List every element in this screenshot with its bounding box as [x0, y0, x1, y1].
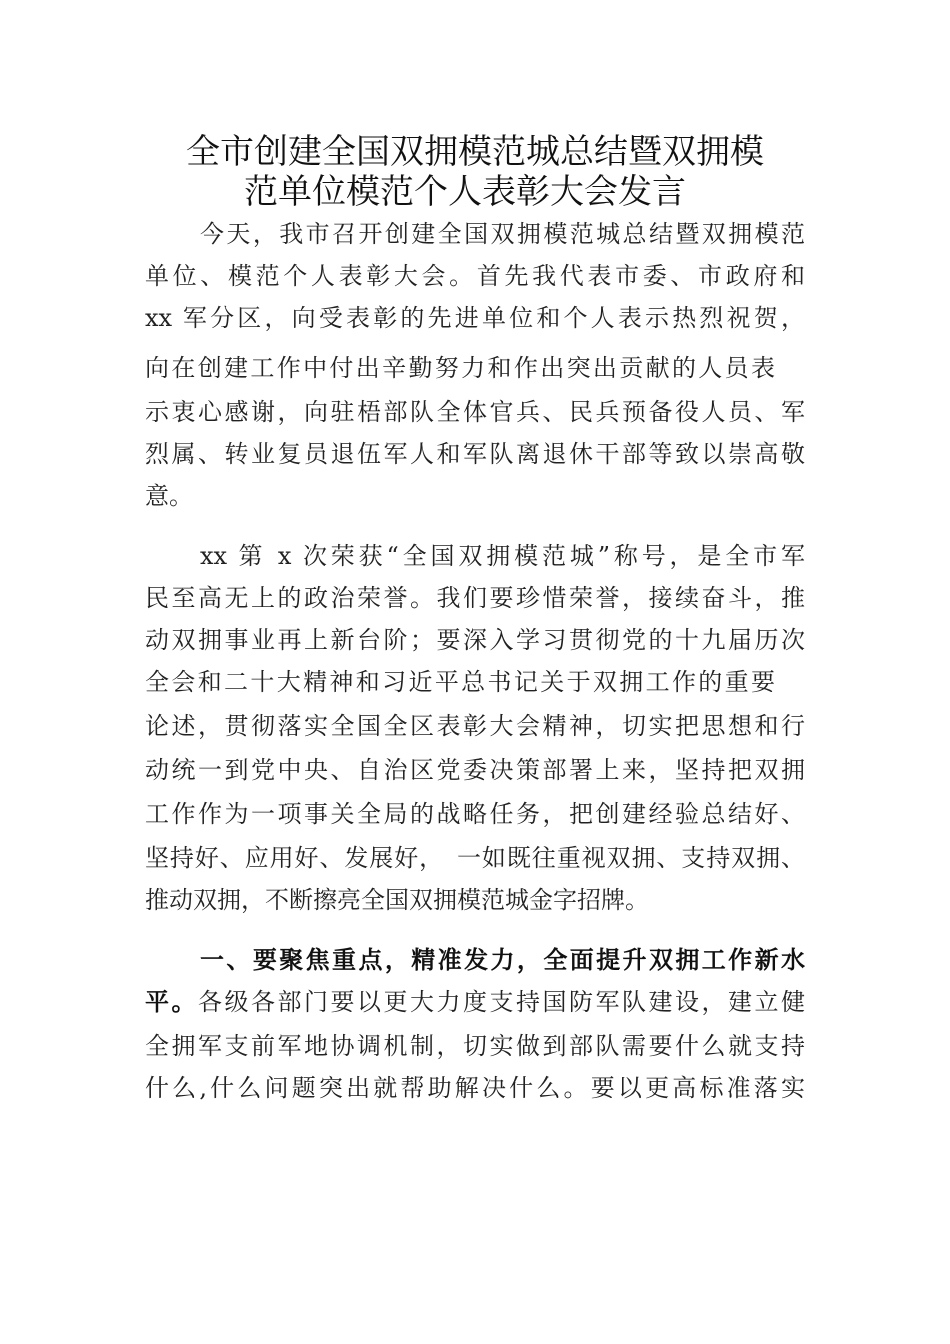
paragraph-1-line-2: 单位、模范个人表彰大会。首先我代表市委、市政府和 — [145, 262, 805, 290]
paragraph-1-line-3: xx 军分区，向受表彰的先进单位和个人表示热烈祝贺， — [145, 304, 805, 332]
paragraph-3-line-2 — [145, 986, 805, 1018]
document-title-line-2: 范单位模范个人表彰大会发言 — [244, 172, 686, 212]
paragraph-2-line-1: xx 第 x 次荣获“全国双拥模范城”称号，是全市军 — [200, 542, 805, 570]
paragraph-1-line-1: 今天，我市召开创建全国双拥模范城总结暨双拥模范 — [200, 220, 805, 248]
paragraph-2-line-6: 动统一到党中央、自治区党委决策部署上来，坚持把双拥 — [145, 756, 805, 784]
paragraph-2-line-2: 民至高无上的政治荣誉。我们要珍惜荣誉，接续奋斗，推 — [145, 584, 805, 612]
paragraph-1-line-4: 向在创建工作中付出辛勤努力和作出突出贡献的人员表 — [145, 354, 775, 382]
section-heading-1-end: 平。 — [145, 987, 198, 1016]
paragraph-2-line-7: 工作作为一项事关全局的战略任务，把创建经验总结好、 — [145, 800, 805, 828]
document-title-line-1: 全市创建全国双拥模范城总结暨双拥模 — [186, 132, 764, 172]
paragraph-3-line-3: 全拥军支前军地协调机制，切实做到部队需要什么就支持 — [145, 1032, 805, 1060]
paragraph-3-line-2-text: 各级各部门要以更大力度支持国防军队建设，建立健 — [198, 988, 805, 1016]
section-heading-1: 一、要聚焦重点，精准发力，全面提升双拥工作新水 — [200, 945, 805, 974]
paragraph-2-line-3: 动双拥事业再上新台阶；要深入学习贯彻党的十九届历次 — [145, 626, 805, 654]
paragraph-2-line-4: 全会和二十大精神和习近平总书记关于双拥工作的重要 — [145, 668, 775, 696]
paragraph-2-line-8: 坚持好、应用好、发展好， 一如既往重视双拥、支持双拥、 — [145, 844, 805, 872]
paragraph-2-line-5: 论述，贯彻落实全国全区表彰大会精神，切实把思想和行 — [145, 712, 805, 740]
paragraph-1-line-5: 示衷心感谢，向驻梧部队全体官兵、民兵预备役人员、军 — [145, 398, 805, 426]
paragraph-3-line-4: 什么,什么问题突出就帮助解决什么。要以更高标准落实 — [145, 1074, 805, 1102]
paragraph-1-line-6: 烈属、转业复员退伍军人和军队离退休干部等致以崇高敬 — [145, 440, 805, 468]
paragraph-1-line-7: 意。 — [145, 482, 193, 510]
paragraph-2-line-9: 推动双拥，不断擦亮全国双拥模范城金字招牌。 — [145, 886, 649, 914]
